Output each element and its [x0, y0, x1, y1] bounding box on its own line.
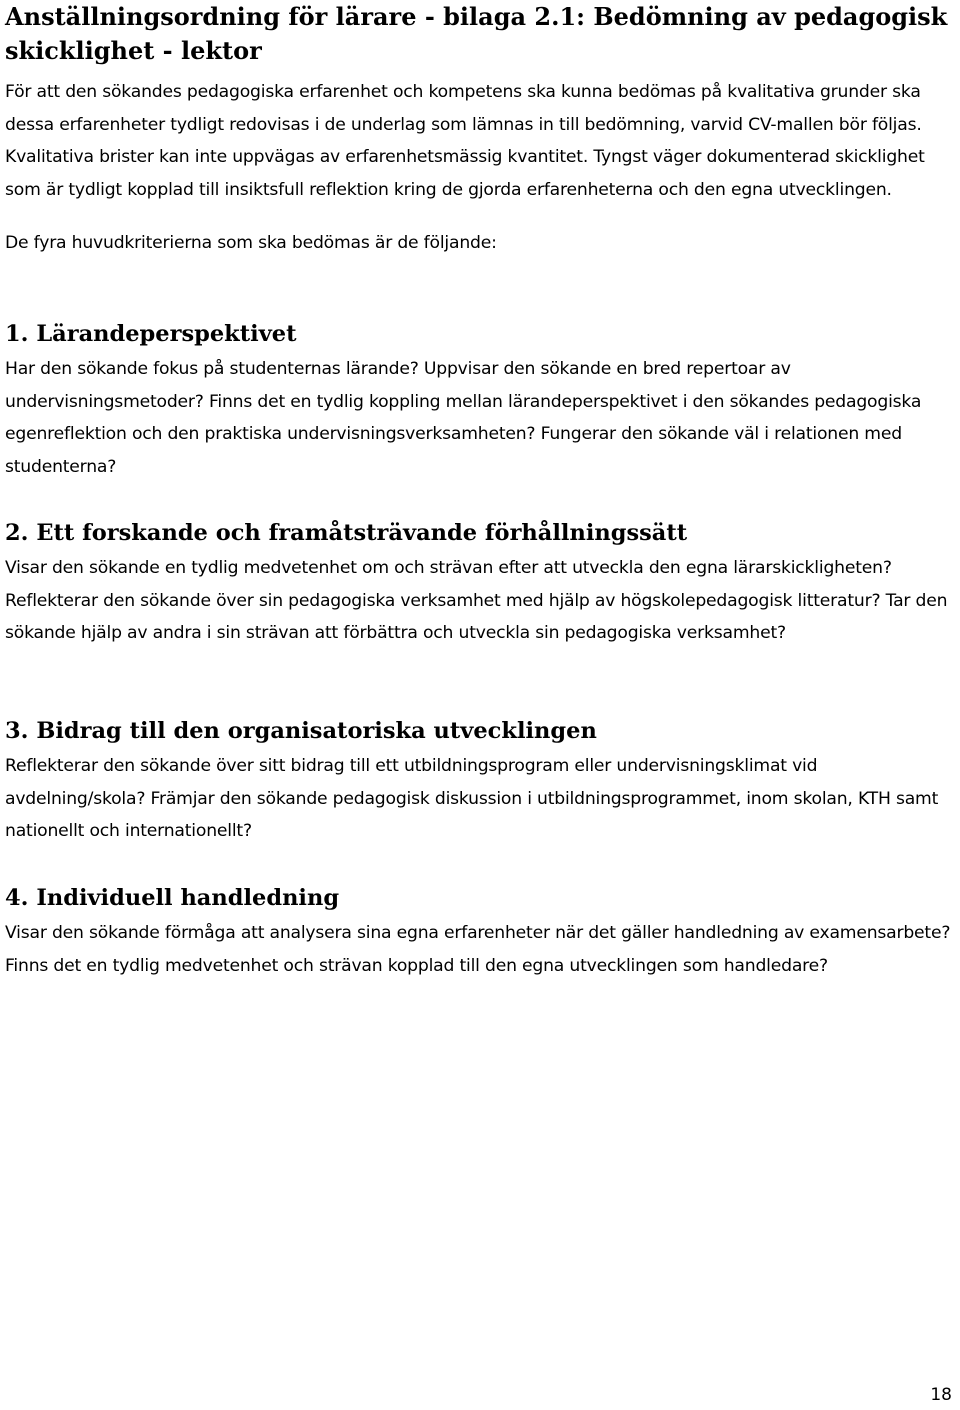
page-number: 18 [930, 1385, 952, 1405]
section-heading: 1. Lärandeperspektivet [5, 321, 297, 347]
criterion-section-4 [5, 882, 955, 982]
document-page [5, 0, 955, 976]
section-body: Visar den sökande en tydlig medvetenhet om och strävan efter att utveckla den egna lärarskickligheten? Reflekterar den sökande över sin pedagogiska verksamhet med hjälp av högskolepedagogisk litteratur? Tar den sökande hjälp av andra i sin strävan att förbättra och utveckla sin pedagogiska verksamhet? [5, 558, 948, 643]
section-body: Visar den sökande förmåga att analysera sina egna erfarenheter när det gäller handledning av examensarbete? Finns det en tydlig medvetenhet och strävan kopplad till den egna utvecklingen som handledare? [5, 923, 951, 976]
section-heading: 3. Bidrag till den organisatoriska utvecklingen [5, 718, 597, 744]
intro-paragraph: För att den sökandes pedagogiska erfarenhet och kompetens ska kunna bedömas på kvalitativa grunder ska dessa erfarenheter tydligt redovisas i de underlag som lämnas in till bedömning, varvid CV-mallen bör följas. Kvalitativa brister kan inte uppvägas av erfarenhetsmässig kvantitet. Tyngst väger dokumenterad skicklighet som är tydligt kopplad till insiktsfull reflektion kring de gjorda erfarenheterna och den egna utvecklingen. [5, 82, 925, 200]
section-body: Reflekterar den sökande över sitt bidrag till ett utbildningsprogram eller undervisningsklimat vid avdelning/skola? Främjar den sökande pedagogisk diskussion i utbildningsprogrammet, inom skolan, KTH samt nationellt och internationellt? [5, 756, 939, 841]
section-body: Har den sökande fokus på studenternas lärande? Uppvisar den sökande en bred repertoar av undervisningsmetoder? Finns det en tydlig koppling mellan lärandeperspektivet i den sökandes pedagogiska egenreflektion och den praktiska undervisningsverksamheten? Fungerar den sökande väl i relationen med studenterna? [5, 359, 922, 477]
section-heading: 4. Individuell handledning [5, 885, 340, 911]
criterion-section-3 [5, 715, 955, 848]
criterion-section-2 [5, 517, 955, 650]
document-title: Anställningsordning för lärare - bilaga 2.1: Bedömning av pedagogisk skicklighet - lektor [5, 2, 948, 65]
section-heading: 2. Ett forskande och framåtsträvande förhållningssätt [5, 520, 688, 546]
criterion-section-1 [5, 318, 955, 483]
criteria-lead: De fyra huvudkriterierna som ska bedömas är de följande: [5, 233, 497, 253]
